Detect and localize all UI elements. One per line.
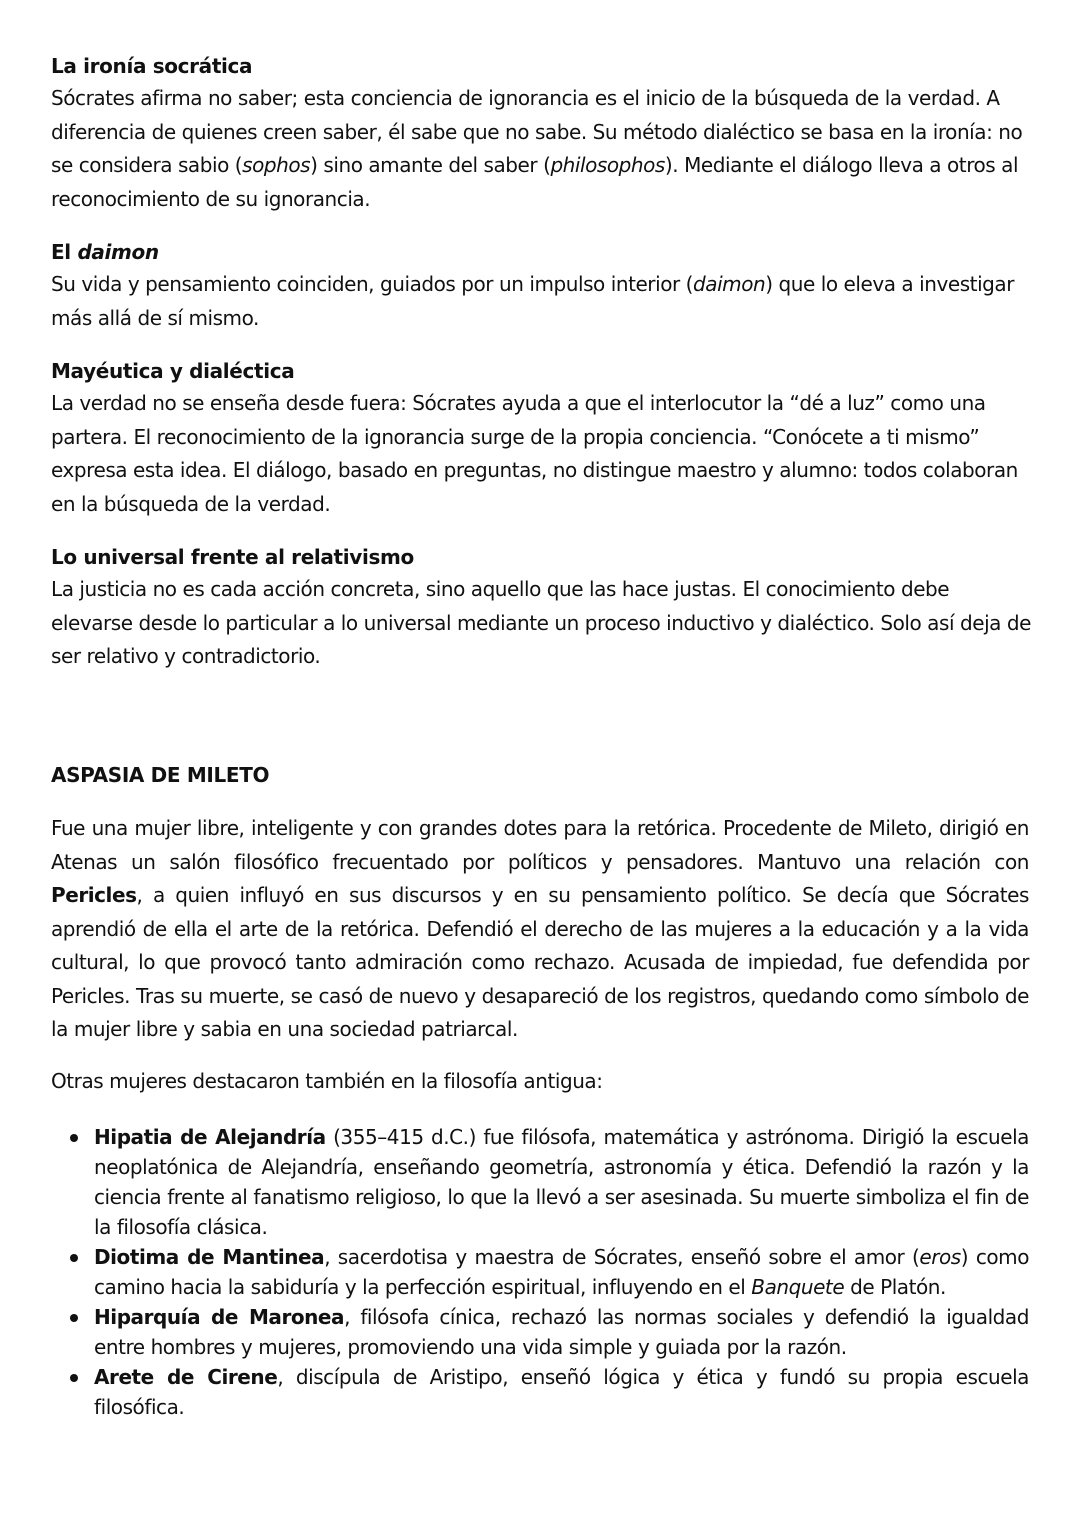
socrates-sections: [51, 50, 1031, 674]
section-heading: Mayéutica y dialéctica: [51, 359, 295, 383]
section-heading: El daimon: [51, 240, 159, 264]
section-body: Sócrates afirma no saber; esta conciencia de ignorancia es el inicio de la búsqueda de la verdad. A diferencia de quienes creen saber, él sabe que no sabe. Su método dialéctico se basa en la ironía: no se considera sabio (sophos) sino amante del saber (philosophos). Mediante el diálogo lleva a otros al reconocimiento de su ignorancia.: [51, 86, 1023, 211]
section-ironia: [51, 50, 1031, 216]
bullet-icon: [70, 1314, 78, 1322]
section-body: La justicia no es cada acción concreta, sino aquello que las hace justas. El conocimiento debe elevarse desde lo particular a lo universal mediante un proceso inductivo y dialéctico. Solo así deja de ser relativo y contradictorio.: [51, 577, 1031, 668]
women-intro: Otras mujeres destacaron también en la filosofía antigua:: [51, 1069, 603, 1093]
list-item-text: Hiparquía de Maronea, filósofa cínica, rechazó las normas sociales y defendió la igualdad entre hombres y mujeres, promoviendo una vida simple y guiada por la razón.: [94, 1305, 1029, 1359]
list-item-text: Hipatia de Alejandría (355–415 d.C.) fue filósofa, matemática y astrónoma. Dirigió la escuela neoplatónica de Alejandría, enseñando geometría, astronomía y ética. Defendió la razón y la ciencia frente al fanatismo religioso, lo que la llevó a ser asesinada. Su muerte simboliza el fin de la filosofía clásica.: [94, 1125, 1029, 1239]
section-body: Su vida y pensamiento coinciden, guiados por un impulso interior (daimon) que lo eleva a investigar más allá de sí mismo.: [51, 272, 1015, 330]
bullet-icon: [70, 1134, 78, 1142]
section-heading: Lo universal frente al relativismo: [51, 545, 414, 569]
section-body: La verdad no se enseña desde fuera: Sócrates ayuda a que el interlocutor la “dé a luz” como una partera. El reconocimiento de la ignorancia surge de la propia conciencia. “Conócete a ti mismo” expresa esta idea. El diálogo, basado en preguntas, no distingue maestro y alumno: todos colaboran en la búsqueda de la verdad.: [51, 391, 1018, 516]
section-mayeutica: [51, 355, 1031, 521]
women-philosophers-list: [51, 1122, 1029, 1422]
list-item-text: Arete de Cirene, discípula de Aristipo, enseñó lógica y ética y fundó su propia escuela filosófica.: [94, 1365, 1029, 1419]
document-page: [51, 50, 1031, 1419]
bullet-icon: [70, 1254, 78, 1262]
aspasia-paragraph: Fue una mujer libre, inteligente y con grandes dotes para la retórica. Procedente de Mileto, dirigió en Atenas un salón filosófico frecuentado por políticos y pensadores. Mantuvo una relación con Pericles, a quien influyó en sus discursos y en su pensamiento político. Se decía que Sócrates aprendió de ella el arte de la retórica. Defendió el derecho de las mujeres a la educación y a la vida cultural, lo que provocó tanto admiración como rechazo. Acusada de impiedad, fue defendida por Pericles. Tras su muerte, se casó de nuevo y desapareció de los registros, quedando como símbolo de la mujer libre y sabia en una sociedad patriarcal.: [51, 816, 1029, 1041]
list-item-diotima: [51, 1242, 1029, 1302]
list-item-arete: [51, 1362, 1029, 1422]
list-item-text: Diotima de Mantinea, sacerdotisa y maestra de Sócrates, enseñó sobre el amor (eros) como camino hacia la sabiduría y la perfección espiritual, influyendo en el Banquete de Platón.: [94, 1245, 1030, 1299]
bullet-icon: [70, 1374, 78, 1382]
section-heading: La ironía socrática: [51, 54, 253, 78]
section-universal: [51, 541, 1031, 674]
section-daimon: [51, 236, 1031, 335]
list-item-hipatia: [51, 1122, 1029, 1242]
aspasia-heading: ASPASIA DE MILETO: [51, 763, 270, 787]
list-item-hiparquia: [51, 1302, 1029, 1362]
